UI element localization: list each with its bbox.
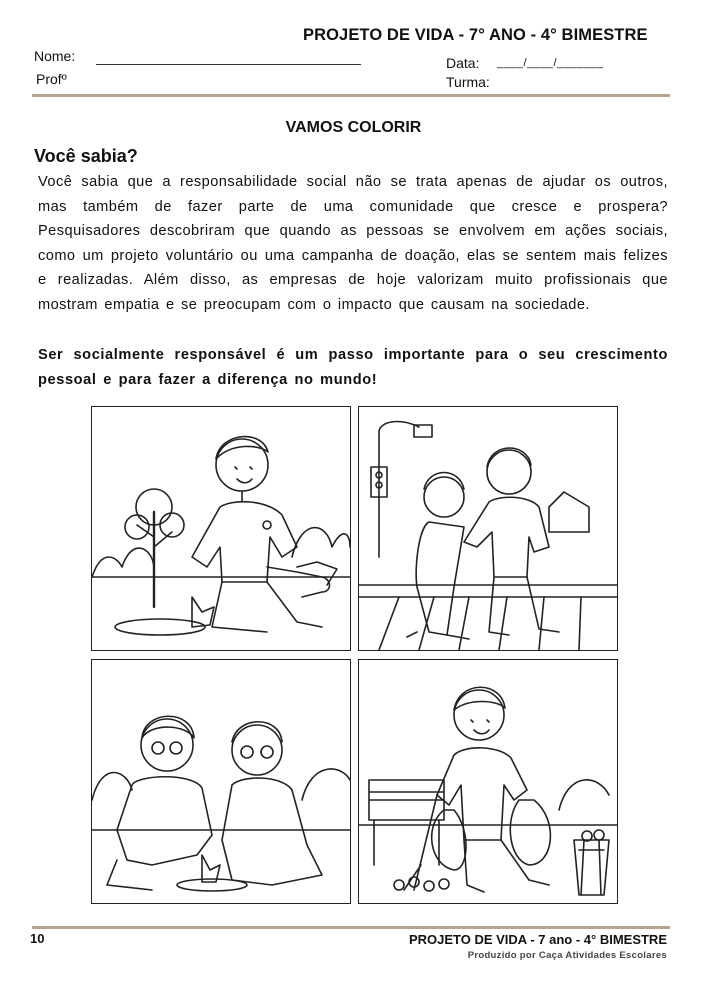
page-number: 10 xyxy=(30,931,45,946)
elders-planting-illustration xyxy=(92,660,350,903)
footer-credit: Produzido por Caça Atividades Escolares xyxy=(467,950,667,961)
coloring-panel-picking-trash xyxy=(358,659,618,904)
section-title: VAMOS COLORIR xyxy=(285,119,422,136)
date-label: Data: xyxy=(446,55,480,71)
did-you-know-heading: Você sabia? xyxy=(34,146,138,166)
date-blank[interactable]: ____/____/_______ xyxy=(497,57,604,69)
intro-paragraph: Você sabia que a responsabilidade social não se trata apenas de ajudar os outros, mas também de fazer parte de uma comunidade que cresce e prospera? Pesquisadores descobriram que quando as pessoas se envolvem em ações sociais, como um projeto voluntário ou uma campanha de doação, elas se sentem mais felizes e realizadas. Além disso, as empresas de hoje valorizam muito profissionais que mostram empatia e se preocupam com o impacto que causam na sociedade. xyxy=(38,174,668,313)
page-header-title: PROJETO DE VIDA - 7° ANO - 4° BIMESTRE xyxy=(303,26,648,44)
name-field-line[interactable] xyxy=(96,64,361,65)
coloring-panel-elders-planting xyxy=(91,659,351,904)
footer-title: PROJETO DE VIDA - 7 ano - 4° BIMESTRE xyxy=(408,932,667,947)
name-label: Nome: xyxy=(34,48,76,64)
teacher-label: Profº xyxy=(36,71,67,87)
header-divider xyxy=(32,94,670,97)
picking-trash-illustration xyxy=(359,660,617,903)
class-label: Turma: xyxy=(446,74,490,90)
coloring-panel-helping-elder-cross xyxy=(358,406,618,651)
coloring-panel-planting-tree xyxy=(91,406,351,651)
helping-elder-illustration xyxy=(359,407,617,650)
planting-tree-illustration xyxy=(92,407,350,650)
highlight-paragraph: Ser socialmente responsável é um passo importante para o seu crescimento pessoal e para fazer a diferença no mundo! xyxy=(38,347,668,388)
footer-divider xyxy=(32,926,670,929)
